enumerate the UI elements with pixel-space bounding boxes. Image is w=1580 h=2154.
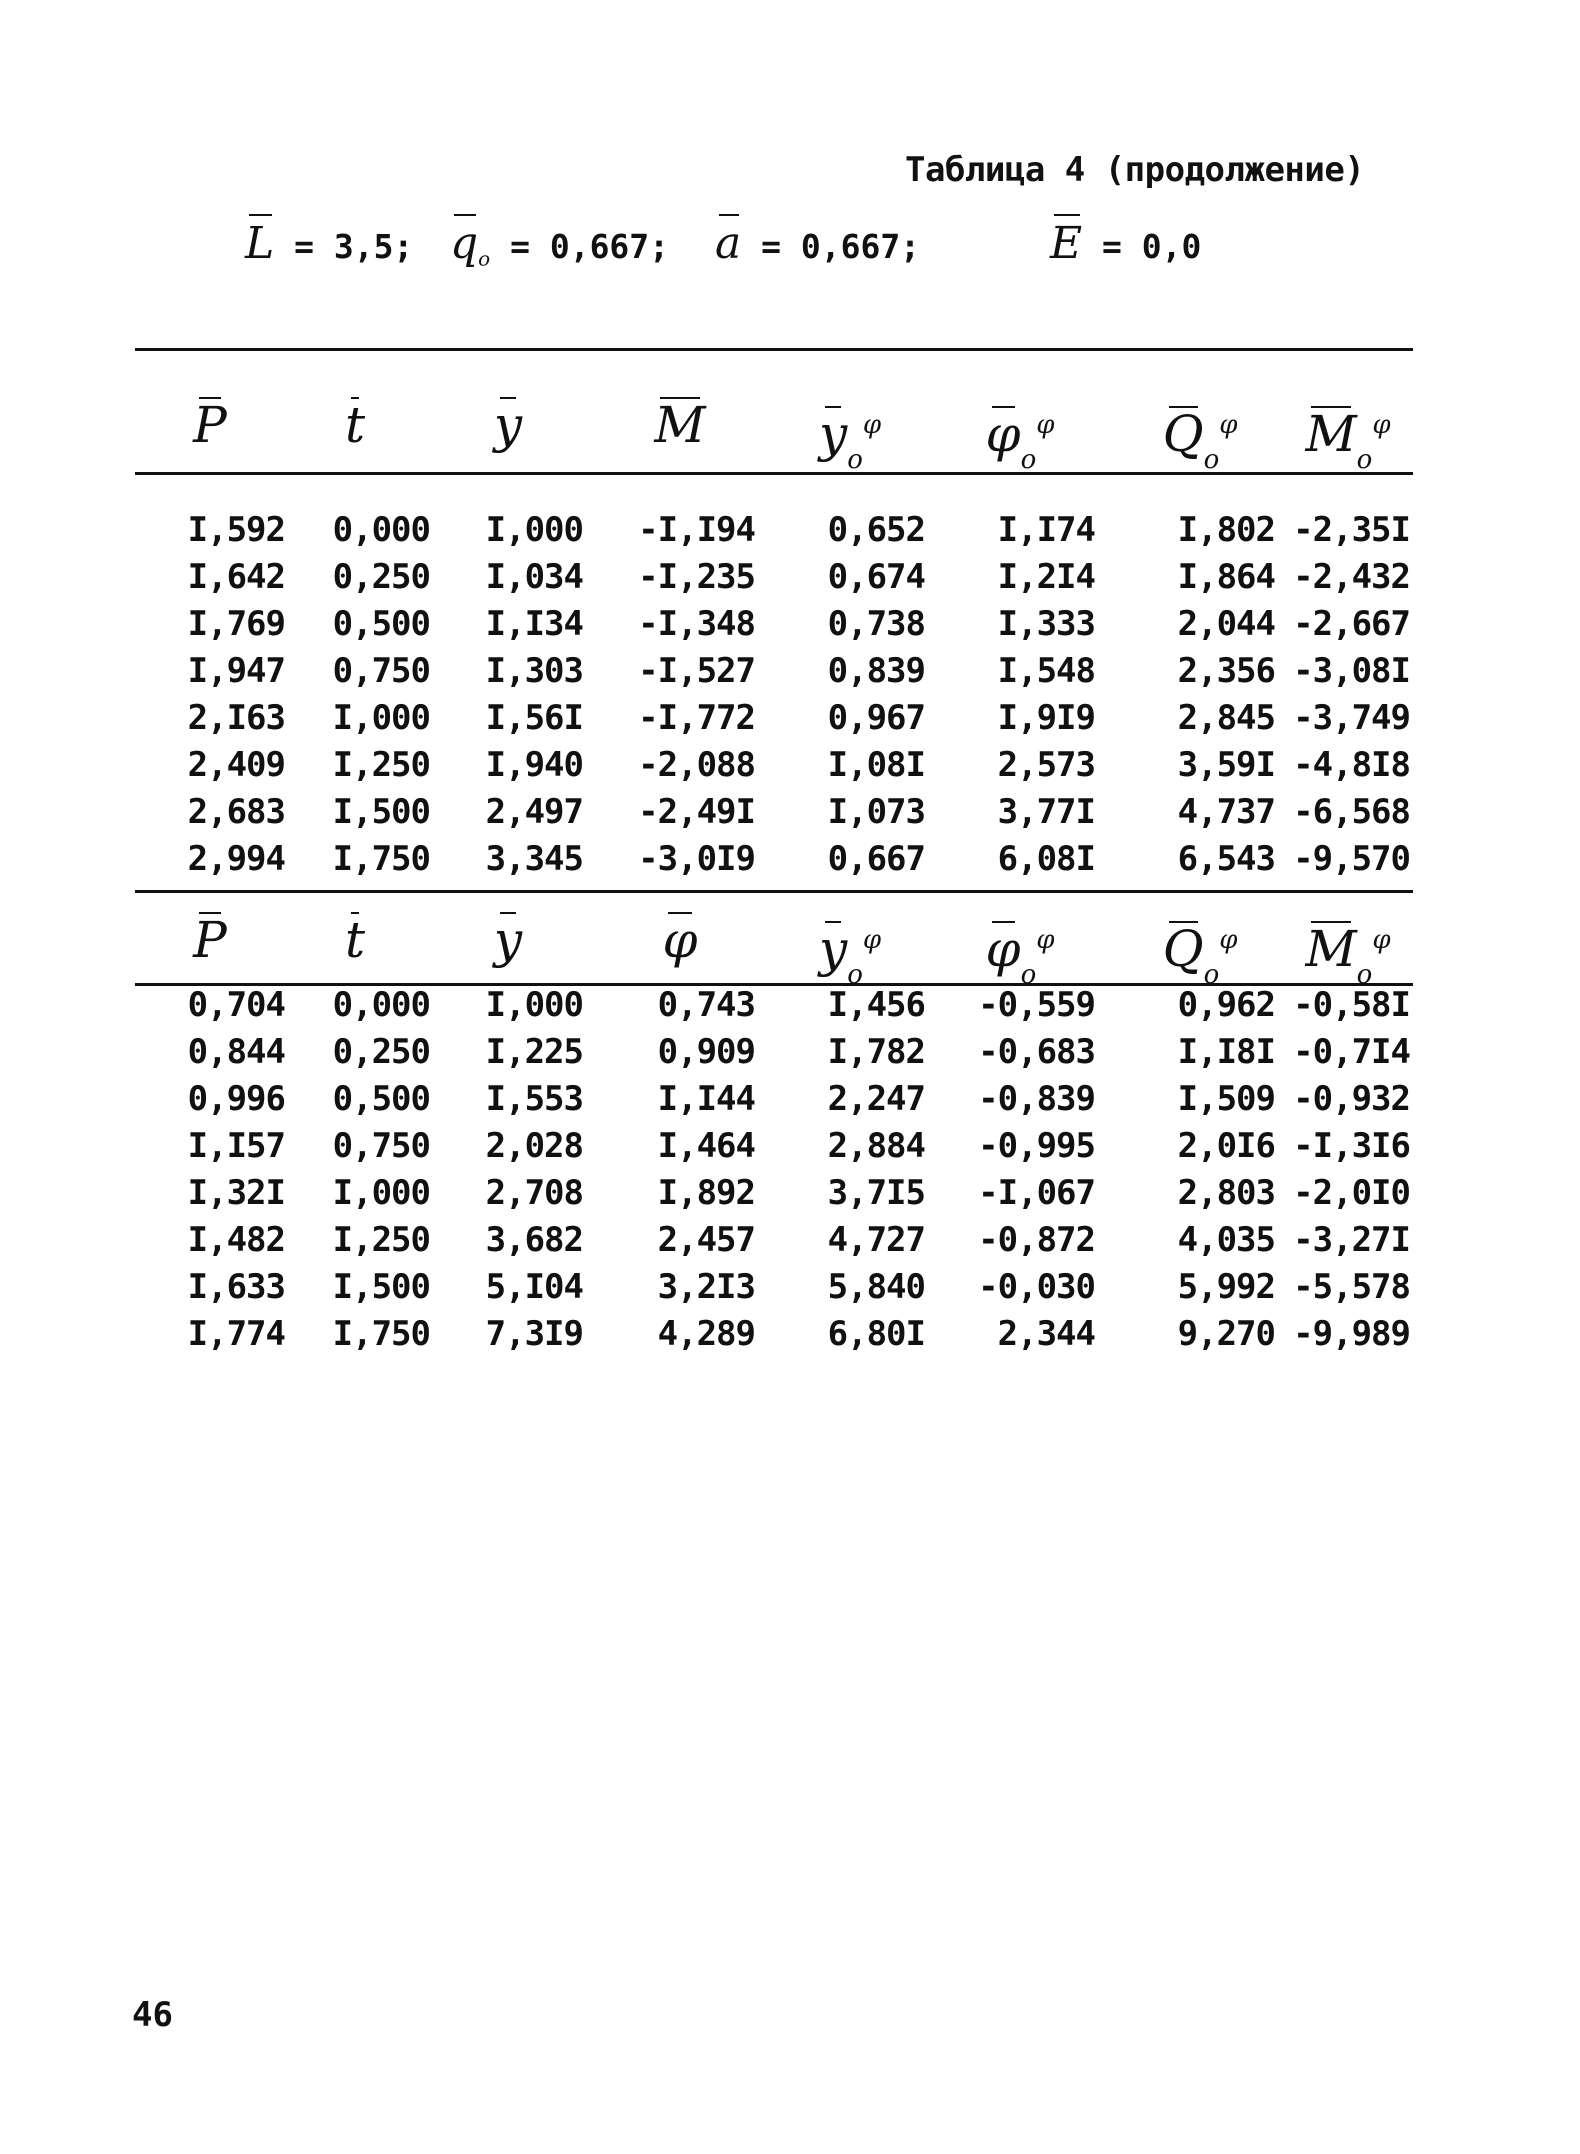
table-cell: -9,570 bbox=[1293, 839, 1410, 879]
table-top-rule bbox=[135, 348, 1413, 351]
column-header-subscript: o bbox=[1203, 444, 1220, 475]
table-cell: 6,08I bbox=[997, 839, 1095, 879]
table-cell: -0,030 bbox=[978, 1267, 1095, 1307]
column-header-symbol: y bbox=[493, 396, 523, 454]
column-header-subscript: o bbox=[1020, 959, 1037, 990]
table-cell: I,500 bbox=[332, 792, 430, 832]
table-cell: I,750 bbox=[332, 839, 430, 879]
column-header-symbol: Q bbox=[1162, 404, 1204, 463]
table-cell: 6,543 bbox=[1177, 839, 1275, 879]
table-cell: 0,967 bbox=[827, 698, 925, 738]
table-cell: 2,356 bbox=[1177, 651, 1275, 691]
table-cell: 2,0I6 bbox=[1177, 1126, 1275, 1166]
table-cell: I,802 bbox=[1177, 510, 1275, 550]
table-cell: 2,708 bbox=[485, 1173, 583, 1213]
param-a-value: = 0,667; bbox=[761, 227, 921, 266]
table-cell: -2,667 bbox=[1293, 604, 1410, 644]
table-row bbox=[135, 1029, 1413, 1076]
table-row bbox=[135, 1076, 1413, 1123]
table-cell: 3,345 bbox=[485, 839, 583, 879]
table-cell: I,500 bbox=[332, 1267, 430, 1307]
table-cell: -I,772 bbox=[638, 698, 755, 738]
table-cell: I,940 bbox=[485, 745, 583, 785]
table-row bbox=[135, 554, 1413, 601]
table-cell: 3,682 bbox=[485, 1220, 583, 1260]
table-cell: -0,7I4 bbox=[1293, 1032, 1410, 1072]
table-cell: I,774 bbox=[187, 1314, 285, 1354]
table-cell: 2,683 bbox=[187, 792, 285, 832]
param-l-symbol: L bbox=[245, 218, 275, 269]
table-cell: I,456 bbox=[827, 985, 925, 1025]
table-cell: -0,559 bbox=[978, 985, 1095, 1025]
table1-header-row bbox=[135, 395, 1413, 475]
table-cell: I,250 bbox=[332, 1220, 430, 1260]
table-cell: I,464 bbox=[657, 1126, 755, 1166]
table-cell: I,750 bbox=[332, 1314, 430, 1354]
param-a bbox=[715, 218, 920, 269]
table1-column-header bbox=[775, 395, 925, 484]
table-cell: 3,2I3 bbox=[657, 1267, 755, 1307]
param-l bbox=[245, 218, 413, 269]
table-cell: 0,667 bbox=[827, 839, 925, 879]
column-header-symbol: Q bbox=[1162, 919, 1204, 978]
table-cell: I,000 bbox=[485, 985, 583, 1025]
param-a-symbol: a bbox=[715, 218, 742, 269]
table-cell: I,303 bbox=[485, 651, 583, 691]
table-cell: I,I44 bbox=[657, 1079, 755, 1119]
table-row bbox=[135, 507, 1413, 554]
table-cell: -0,58I bbox=[1293, 985, 1410, 1025]
parameter-line bbox=[245, 218, 1345, 278]
table-cell: 0,674 bbox=[827, 557, 925, 597]
column-header-superscript: φ bbox=[1372, 410, 1391, 440]
column-header-symbol: t bbox=[344, 396, 366, 454]
column-header-subscript: o bbox=[1356, 444, 1373, 475]
table1-column-header bbox=[135, 395, 285, 455]
table2-column-header bbox=[605, 910, 755, 970]
column-header-symbol: φ bbox=[985, 919, 1021, 978]
table-cell: 4,035 bbox=[1177, 1220, 1275, 1260]
table-row bbox=[135, 789, 1413, 836]
table-cell: 5,992 bbox=[1177, 1267, 1275, 1307]
table-cell: 5,840 bbox=[827, 1267, 925, 1307]
column-header-subscript: o bbox=[1203, 959, 1220, 990]
table-cell: 6,80I bbox=[827, 1314, 925, 1354]
table-row bbox=[135, 695, 1413, 742]
table-cell: I,947 bbox=[187, 651, 285, 691]
table1-column-header bbox=[605, 395, 755, 455]
table-cell: -5,578 bbox=[1293, 1267, 1410, 1307]
table-cell: I,225 bbox=[485, 1032, 583, 1072]
table-cell: 4,737 bbox=[1177, 792, 1275, 832]
table-cell: 2,028 bbox=[485, 1126, 583, 1166]
table-cell: I,034 bbox=[485, 557, 583, 597]
table-cell: 5,I04 bbox=[485, 1267, 583, 1307]
table2-column-header bbox=[433, 910, 583, 970]
table-cell: 3,7I5 bbox=[827, 1173, 925, 1213]
column-header-symbol: y bbox=[818, 919, 848, 978]
table-cell: I,000 bbox=[485, 510, 583, 550]
param-q bbox=[450, 218, 669, 271]
table-cell: I,509 bbox=[1177, 1079, 1275, 1119]
table-cell: 0,844 bbox=[187, 1032, 285, 1072]
column-header-superscript: φ bbox=[1219, 410, 1238, 440]
column-header-subscript: o bbox=[847, 444, 863, 475]
table-cell: 2,409 bbox=[187, 745, 285, 785]
table-cell: -I,3I6 bbox=[1293, 1126, 1410, 1166]
table-cell: 0,750 bbox=[332, 651, 430, 691]
table-cell: -3,749 bbox=[1293, 698, 1410, 738]
param-q-value: = 0,667; bbox=[510, 227, 670, 266]
table-cell: -I,527 bbox=[638, 651, 755, 691]
column-header-symbol: φ bbox=[985, 404, 1021, 463]
table-cell: 0,500 bbox=[332, 1079, 430, 1119]
table-row bbox=[135, 982, 1413, 1029]
table-cell: I,864 bbox=[1177, 557, 1275, 597]
table-cell: I,08I bbox=[827, 745, 925, 785]
column-header-symbol: y bbox=[818, 404, 848, 463]
page-number: 46 bbox=[132, 1995, 173, 2035]
table-row bbox=[135, 1123, 1413, 1170]
column-header-symbol: P bbox=[193, 911, 227, 969]
column-header-symbol: t bbox=[344, 911, 366, 969]
table-row bbox=[135, 1217, 1413, 1264]
table-cell: 0,909 bbox=[657, 1032, 755, 1072]
column-header-superscript: φ bbox=[1036, 925, 1055, 955]
table-cell: -2,35I bbox=[1293, 510, 1410, 550]
table-cell: I,633 bbox=[187, 1267, 285, 1307]
table-cell: 2,457 bbox=[657, 1220, 755, 1260]
table-cell: I,I74 bbox=[997, 510, 1095, 550]
table2-header-row bbox=[135, 910, 1413, 990]
table1-column-header bbox=[1125, 395, 1275, 484]
column-header-subscript: o bbox=[1020, 444, 1037, 475]
table-cell: -I,348 bbox=[638, 604, 755, 644]
table-caption: Таблица 4 (продолжение) bbox=[905, 150, 1365, 190]
table-cell: 2,497 bbox=[485, 792, 583, 832]
table-row bbox=[135, 836, 1413, 883]
table-cell: I,769 bbox=[187, 604, 285, 644]
param-e bbox=[1050, 218, 1201, 269]
table-cell: -2,0I0 bbox=[1293, 1173, 1410, 1213]
table-cell: 0,839 bbox=[827, 651, 925, 691]
table-cell: -4,8I8 bbox=[1293, 745, 1410, 785]
column-header-symbol: M bbox=[1305, 919, 1357, 978]
param-q-subscript: o bbox=[478, 246, 491, 271]
column-header-superscript: φ bbox=[1219, 925, 1238, 955]
table-cell: 0,738 bbox=[827, 604, 925, 644]
table-cell: -2,49I bbox=[638, 792, 755, 832]
table-cell: I,I8I bbox=[1177, 1032, 1275, 1072]
table-cell: I,073 bbox=[827, 792, 925, 832]
table-cell: I,250 bbox=[332, 745, 430, 785]
table-cell: I,782 bbox=[827, 1032, 925, 1072]
table-cell: I,333 bbox=[997, 604, 1095, 644]
table-cell: 0,962 bbox=[1177, 985, 1275, 1025]
table-cell: I,9I9 bbox=[997, 698, 1095, 738]
column-header-symbol: M bbox=[1305, 404, 1357, 463]
table-row bbox=[135, 1264, 1413, 1311]
table-cell: 0,250 bbox=[332, 1032, 430, 1072]
table-cell: -I,I94 bbox=[638, 510, 755, 550]
table1-column-header bbox=[280, 395, 430, 455]
table-cell: -2,432 bbox=[1293, 557, 1410, 597]
param-e-symbol: E bbox=[1050, 218, 1083, 269]
table2-column-header bbox=[135, 910, 285, 970]
table-cell: -3,27I bbox=[1293, 1220, 1410, 1260]
column-header-symbol: y bbox=[493, 911, 523, 969]
table-cell: I,592 bbox=[187, 510, 285, 550]
column-header-subscript: o bbox=[847, 959, 863, 990]
table-cell: -3,08I bbox=[1293, 651, 1410, 691]
table-cell: -0,932 bbox=[1293, 1079, 1410, 1119]
table-cell: -2,088 bbox=[638, 745, 755, 785]
table-cell: 7,3I9 bbox=[485, 1314, 583, 1354]
column-header-symbol: φ bbox=[662, 911, 698, 969]
table-cell: I,548 bbox=[997, 651, 1095, 691]
table-row bbox=[135, 1170, 1413, 1217]
param-e-value: = 0,0 bbox=[1102, 227, 1202, 266]
table-cell: 2,845 bbox=[1177, 698, 1275, 738]
table-cell: 2,994 bbox=[187, 839, 285, 879]
table-cell: 0,500 bbox=[332, 604, 430, 644]
table-row bbox=[135, 742, 1413, 789]
table-cell: I,56I bbox=[485, 698, 583, 738]
column-header-superscript: φ bbox=[862, 925, 882, 955]
table-cell: 0,652 bbox=[827, 510, 925, 550]
table-row bbox=[135, 601, 1413, 648]
column-header-superscript: φ bbox=[1036, 410, 1055, 440]
table-cell: 0,000 bbox=[332, 510, 430, 550]
table-cell: 0,743 bbox=[657, 985, 755, 1025]
table1-column-header bbox=[1273, 395, 1423, 484]
table-cell: 2,344 bbox=[997, 1314, 1095, 1354]
table-cell: -0,683 bbox=[978, 1032, 1095, 1072]
table-cell: I,I57 bbox=[187, 1126, 285, 1166]
table-cell: 0,000 bbox=[332, 985, 430, 1025]
table-cell: 0,250 bbox=[332, 557, 430, 597]
table-cell: -I,235 bbox=[638, 557, 755, 597]
table-cell: 0,750 bbox=[332, 1126, 430, 1166]
table-cell: 3,59I bbox=[1177, 745, 1275, 785]
column-header-symbol: M bbox=[654, 396, 706, 454]
table-cell: -0,995 bbox=[978, 1126, 1095, 1166]
table2-column-header bbox=[280, 910, 430, 970]
table-cell: I,482 bbox=[187, 1220, 285, 1260]
table-cell: I,553 bbox=[485, 1079, 583, 1119]
table-cell: 2,247 bbox=[827, 1079, 925, 1119]
table-cell: 2,803 bbox=[1177, 1173, 1275, 1213]
column-header-subscript: o bbox=[1356, 959, 1373, 990]
column-header-symbol: P bbox=[193, 396, 227, 454]
table-cell: -I,067 bbox=[978, 1173, 1095, 1213]
table-cell: 0,704 bbox=[187, 985, 285, 1025]
table-cell: -3,0I9 bbox=[638, 839, 755, 879]
param-l-value: = 3,5; bbox=[294, 227, 414, 266]
column-header-superscript: φ bbox=[1372, 925, 1391, 955]
table-section-rule bbox=[135, 890, 1413, 893]
table-cell: 2,573 bbox=[997, 745, 1095, 785]
table-cell: -9,989 bbox=[1293, 1314, 1410, 1354]
table-cell: -0,872 bbox=[978, 1220, 1095, 1260]
table-cell: I,000 bbox=[332, 1173, 430, 1213]
table-cell: -6,568 bbox=[1293, 792, 1410, 832]
table-cell: 2,044 bbox=[1177, 604, 1275, 644]
table-cell: -0,839 bbox=[978, 1079, 1095, 1119]
table1-column-header bbox=[433, 395, 583, 455]
table-cell: I,000 bbox=[332, 698, 430, 738]
table-cell: 4,727 bbox=[827, 1220, 925, 1260]
table-cell: 4,289 bbox=[657, 1314, 755, 1354]
table-row bbox=[135, 1311, 1413, 1358]
table-cell: 2,I63 bbox=[187, 698, 285, 738]
table-cell: 2,884 bbox=[827, 1126, 925, 1166]
table1-column-header bbox=[945, 395, 1095, 484]
table-cell: I,892 bbox=[657, 1173, 755, 1213]
table-cell: 9,270 bbox=[1177, 1314, 1275, 1354]
table-row bbox=[135, 648, 1413, 695]
table-cell: I,32I bbox=[187, 1173, 285, 1213]
table-cell: I,I34 bbox=[485, 604, 583, 644]
table-cell: 0,996 bbox=[187, 1079, 285, 1119]
table-cell: I,642 bbox=[187, 557, 285, 597]
table-cell: 3,77I bbox=[997, 792, 1095, 832]
column-header-superscript: φ bbox=[862, 410, 882, 440]
table-cell: I,2I4 bbox=[997, 557, 1095, 597]
param-q-symbol: q bbox=[450, 218, 479, 269]
